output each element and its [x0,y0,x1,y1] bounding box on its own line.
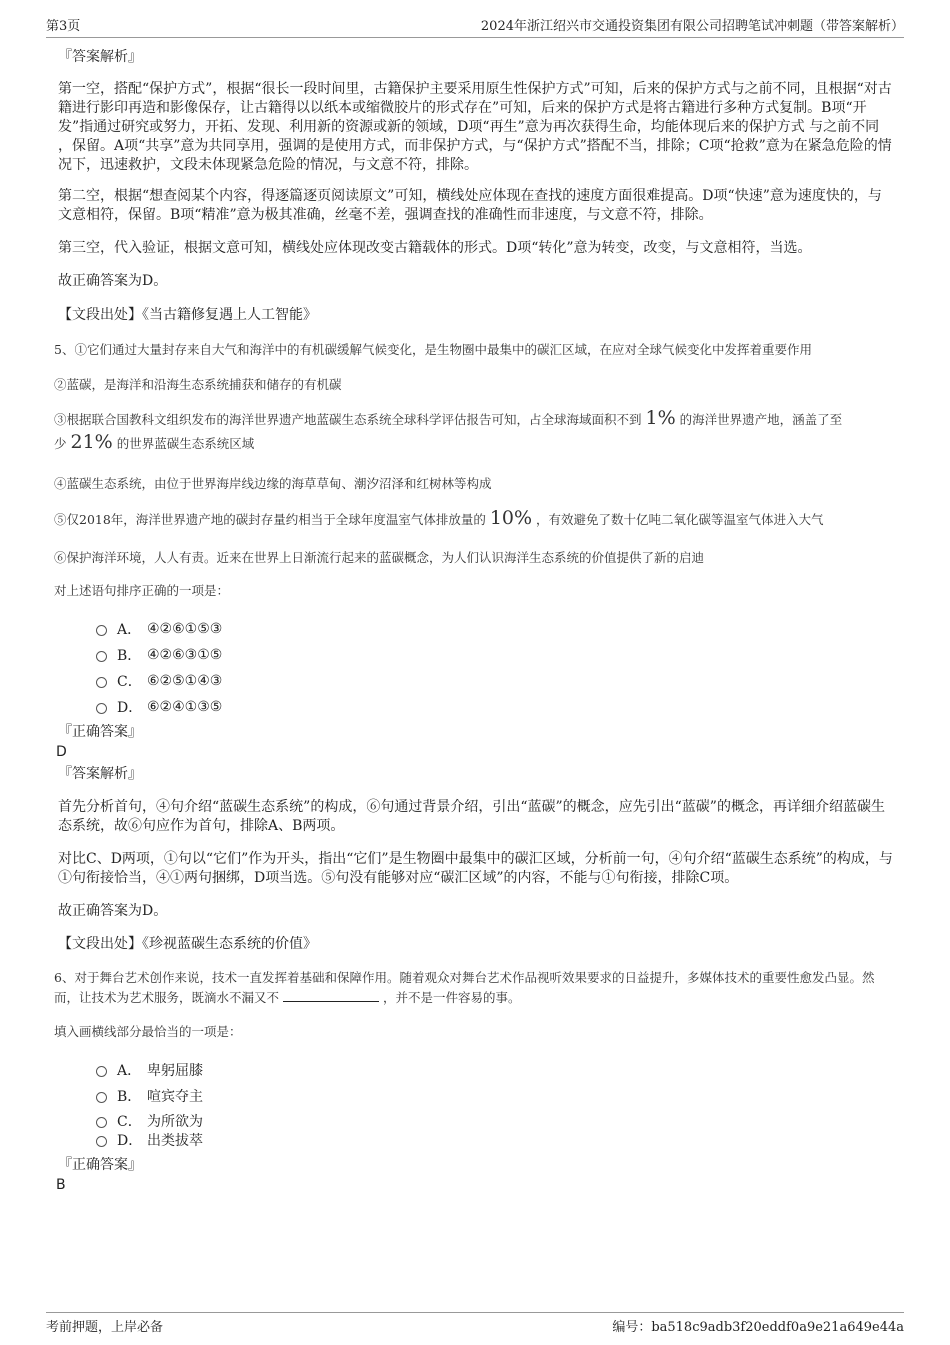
q5-conclusion: 故正确答案为D。 [58,903,168,919]
q6-stem-text-b: ，并不是一件容易的事。 [382,990,521,1005]
percent-1: 1% [645,407,676,429]
page-footer [46,1312,904,1335]
fill-blank [283,989,379,1002]
radio-icon[interactable] [96,625,107,636]
footer-slogan: 考前押题，上岸必备 [46,1320,164,1335]
q5-analysis-heading: 『答案解析』 [58,766,142,782]
q5-prompt: 对上述语句排序正确的一项是： [54,583,230,598]
radio-icon[interactable] [96,1117,107,1128]
q5-option-b[interactable]: B． ④②⑥③①⑤ [96,645,222,665]
q6-stem [54,968,894,1008]
q5-option-a[interactable]: A． ④②⑥①⑤③ [96,619,222,639]
q5-analysis-para1: 首先分析首句，④句介绍“蓝碳生态系统”的构成，⑥句通过背景介绍，引出“蓝碳”的概念，应先引出“蓝碳”的概念，再详细介绍蓝碳生态系统，故⑥句应作为首句，排除A、B两项。 [58,799,885,834]
percent-2: 21% [70,431,113,453]
q5-sentence-1: 5、①它们通过大量封存来自大气和海洋中的有机碳缓解气候变化，是生物圈中最集中的碳汇区域，在应对全球气候变化中发挥着重要作用 [54,342,812,357]
q5-sentence-3 [54,408,894,454]
q4-analysis-heading: 『答案解析』 [58,49,142,65]
q5-source: 【文段出处】《珍视蓝碳生态系统的价值》 [58,936,317,952]
document-title: 2024年浙江绍兴市交通投资集团有限公司招聘笔试冲刺题（带答案解析） [480,19,904,34]
q5-option-d[interactable]: D． ⑥②④①③⑤ [96,697,222,717]
q4-analysis-para2: 第二空，根据“想查阅某个内容，得逐篇逐页阅读原文”可知，横线处应体现在查找的速度方面很难提高。D项“快速”意为速度快的，与文意相符，保留。B项“精准”意为极其准确，丝毫不差，强调查找的准确性而非速度，与文意不符，排除。 [58,188,882,223]
q6-answer-heading: 『正确答案』 [58,1157,142,1173]
q5-sentence-6: ⑥保护海洋环境，人人有责。近来在世界上日渐流行起来的蓝碳概念，为人们认识海洋生态系统的价值提供了新的启迪 [54,550,705,565]
radio-icon[interactable] [96,1092,107,1103]
q4-analysis-para3: 第三空，代入验证，根据文意可知，横线处应体现改变古籍载体的形式。D项“转化”意为转变，改变，与文意相符，当选。 [58,240,812,256]
radio-icon[interactable] [96,677,107,688]
q6-prompt: 填入画横线部分最恰当的一项是： [54,1024,242,1039]
q5-s5-text-a: ⑤仅2018年，海洋世界遗产地的碳封存量约相当于全球年度温室气体排放量的 [54,512,486,527]
q5-s3-text-c: 少 [54,436,67,451]
q4-analysis-para1: 第一空，搭配“保护方式”，根据“很长一段时间里，古籍保护主要采用原生性保护方式”可知，后来的保护方式与之前不同，且根据“对古籍进行影印再造和影像保存，让古籍得以以纸本或缩微胶片的形式存在”可知，后来的保护方式是将古籍进行多种方式复制。B项“开发”指通过研究或努力，开拓、发现、利用新的资源或新的领域，D项“再生”意为再次获得生命，均能体现后来的保护方式 与之前不同 ，保留。A项“共享”意为共同享用，强调的是使用方式，而非保护方式，与“保护方式”搭配不当，排除；C项“抢救”意为在紧急危险的情况下，迅速救护，文段未体现紧急危险的情况，与文意不符，排除。 [58,81,892,173]
document-id: 编号：ba518c9adb3f20eddf0a9e21a649e44a [612,1320,904,1335]
q5-sentence-2: ②蓝碳，是海洋和沿海生态系统捕获和储存的有机碳 [54,377,342,392]
radio-icon[interactable] [96,1136,107,1147]
q6-option-b[interactable]: B． 喧宾夺主 [96,1086,203,1106]
page-header [46,12,904,38]
q4-conclusion: 故正确答案为D。 [58,273,168,289]
q6-answer: B [56,1177,66,1193]
q5-answer: D [56,744,67,760]
q6-option-a[interactable]: A． 卑躬屈膝 [96,1060,203,1080]
q5-answer-heading: 『正确答案』 [58,724,142,740]
radio-icon[interactable] [96,703,107,714]
q6-option-c[interactable]: C． 为所欲为 [96,1111,203,1131]
page-number: 第3页 [46,19,81,34]
q5-sentence-5 [54,508,894,530]
q5-s3-text-b: 的海洋世界遗产地，涵盖了至 [679,412,843,427]
q5-option-c[interactable]: C． ⑥②⑤①④③ [96,671,222,691]
percent-3: 10% [489,507,533,529]
q5-s3-text-d: 的世界蓝碳生态系统区域 [116,436,255,451]
q6-stem-text-a: 6、对于舞台艺术创作来说，技术一直发挥着基础和保障作用。随着观众对舞台艺术作品视听效果要求的日益提升，多媒体技术的重要性愈发凸显。然而，让技术为艺术服务，既滴水不漏又不 [54,970,875,1005]
q4-source: 【文段出处】《当古籍修复遇上人工智能》 [58,307,317,323]
radio-icon[interactable] [96,651,107,662]
q5-s5-text-b: ，有效避免了数十亿吨二氧化碳等温室气体进入大气 [536,512,824,527]
radio-icon[interactable] [96,1066,107,1077]
q6-option-d[interactable]: D． 出类拔萃 [96,1130,203,1150]
q5-analysis-para2: 对比C、D两项，①句以“它们”作为开头，指出“它们”是生物圈中最集中的碳汇区域，分析前一句，④句介绍“蓝碳生态系统”的构成，与①句衔接恰当，④①两句捆绑，D项当选。⑤句没有能够对应“碳汇区域”的内容，不能与①句衔接，排除C项。 [58,851,893,886]
q5-sentence-4: ④蓝碳生态系统，由位于世界海岸线边缘的海草草甸、潮汐沼泽和红树林等构成 [54,476,492,491]
q5-s3-text-a: ③根据联合国教科文组织发布的海洋世界遗产地蓝碳生态系统全球科学评估报告可知，占全球海域面积不到 [54,412,642,427]
